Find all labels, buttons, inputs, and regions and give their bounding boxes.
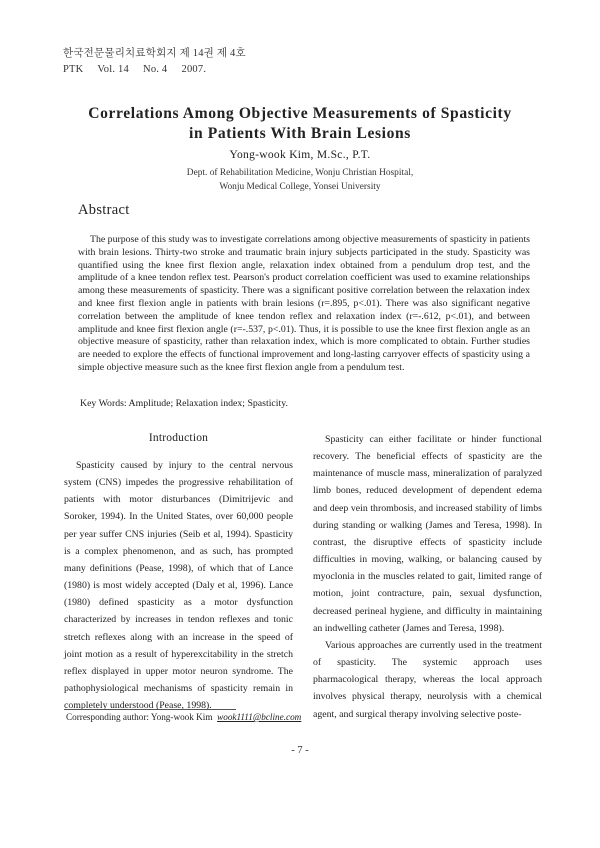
journal-header <box>63 46 246 78</box>
journal-issue-line <box>63 62 246 78</box>
journal-volume: Vol. 14 <box>97 64 129 75</box>
keywords: Key Words: Amplitude; Relaxation index; Spasticity. <box>80 398 288 409</box>
introduction-paragraph-2: Spasticity can either facilitate or hinder functional recovery. The beneficial effects of spasticity are the maintenance of muscle mass, mineralization of paralyzed limb bones, reduced development of dependent edema and deep vein thrombosis, and increased stability of limbs during standing or walking (James and Teresa, 1998). In contrast, the disruptive effects of spasticity include difficulties in moving, walking, or balancing caused by myoclonia in the muscles related to gait, limited range of motion, joint contracture, pain, sexual dysfunction, decreased perineal hygiene, and difficulty in maintaining an indwelling catheter (James and Teresa, 1998). <box>313 434 542 634</box>
footnote <box>66 712 301 722</box>
abstract-heading: Abstract <box>78 202 130 218</box>
introduction-heading: Introduction <box>148 432 209 444</box>
journal-number: No. 4 <box>143 64 168 75</box>
abstract-body <box>78 234 530 375</box>
affiliation-line-2: Wonju Medical College, Yonsei University <box>219 182 381 192</box>
author-name: Yong-wook Kim, M.Sc., P.T. <box>229 149 371 161</box>
introduction-paragraph-3: Various approaches are currently used in the treatment of spasticity. The systemic approach uses pharmacological therapy, whereas the local approach involves physical therapy, neurolysis with a chemical agent, and surgical therapy involving selective poste- <box>313 639 542 720</box>
journal-year: 2007. <box>181 64 207 75</box>
right-column <box>313 431 542 723</box>
footnote-label: Corresponding author: Yong-wook Kim <box>66 712 213 722</box>
author-email-link[interactable]: wook1111@bcline.com <box>217 712 302 722</box>
paper-title-line-2: in Patients With Brain Lesions <box>189 125 411 142</box>
left-column <box>64 430 293 714</box>
paper-title-line-1: Correlations Among Objective Measurements of Spasticity <box>88 105 512 122</box>
introduction-paragraph-1: Spasticity caused by injury to the central nervous system (CNS) impedes the progressive rehabilitation of patients with motor disturbances (Dimitrijevic and Soroker, 1994). In the United States, over 60,000 people per year suffer CNS injuries (Seib et al, 1994). Spasticity is a complex phenomenon, and as such, has prompted many definitions (Pease, 1998), of which that of Lance (1980) is most widely accepted (Daly et al, 1996). Lance (1980) defined spasticity as a motor dysfunction characterized by increases in tendon reflexes and tonic stretch reflexes along with an increase in the speed of joint motion as a result of hyperexcitability in the stretch reflex displayed in upper motor neuron syndrome. The pathophysiological mechanisms of spasticity remain in completely understood (Pease, 1998). <box>64 460 293 712</box>
page-number: - 7 - <box>291 745 309 756</box>
footnote-divider <box>64 709 236 710</box>
abstract-text: The purpose of this study was to investigate correlations among objective measurements of spasticity in patients with brain lesions. Thirty-two stroke and traumatic brain injury subjects participated in the study. Spasticity was quantified using the knee first flexion angle, relaxation index obtained from a pendulum drop test, and the amplitude of a knee tendon reflex test. Pearson's product correlation coefficient was used to examine relationships among these measurements of spasticity. There was a significant positive correlation between the relaxation index and knee first flexion angle in patients with brain lesions (r=.895, p<.01). There was also significant negative correlation between the amplitude of knee tendon reflex and relaxation index (r=-.612, p<.01), and between amplitude and knee first flexion angle (r=-.537, p<.01). Thus, it is possible to use the knee first flexion angle as an objective measure of spasticity, rather than relaxation index, which is more complicated to obtain. Further studies are needed to explore the effects of functional improvement and long-lasting carryover effects of spasticity using a simple objective measure such as the knee first flexion angle from a pendulum test. <box>78 234 530 373</box>
paper-title <box>40 104 560 144</box>
affiliation-line-1: Dept. of Rehabilitation Medicine, Wonju Christian Hospital, <box>186 168 414 178</box>
author-affiliation <box>60 166 540 194</box>
journal-title-korean: 한국전문물리치료학회지 제 14권 제 4호 <box>63 48 246 59</box>
journal-abbr: PTK <box>63 64 84 75</box>
